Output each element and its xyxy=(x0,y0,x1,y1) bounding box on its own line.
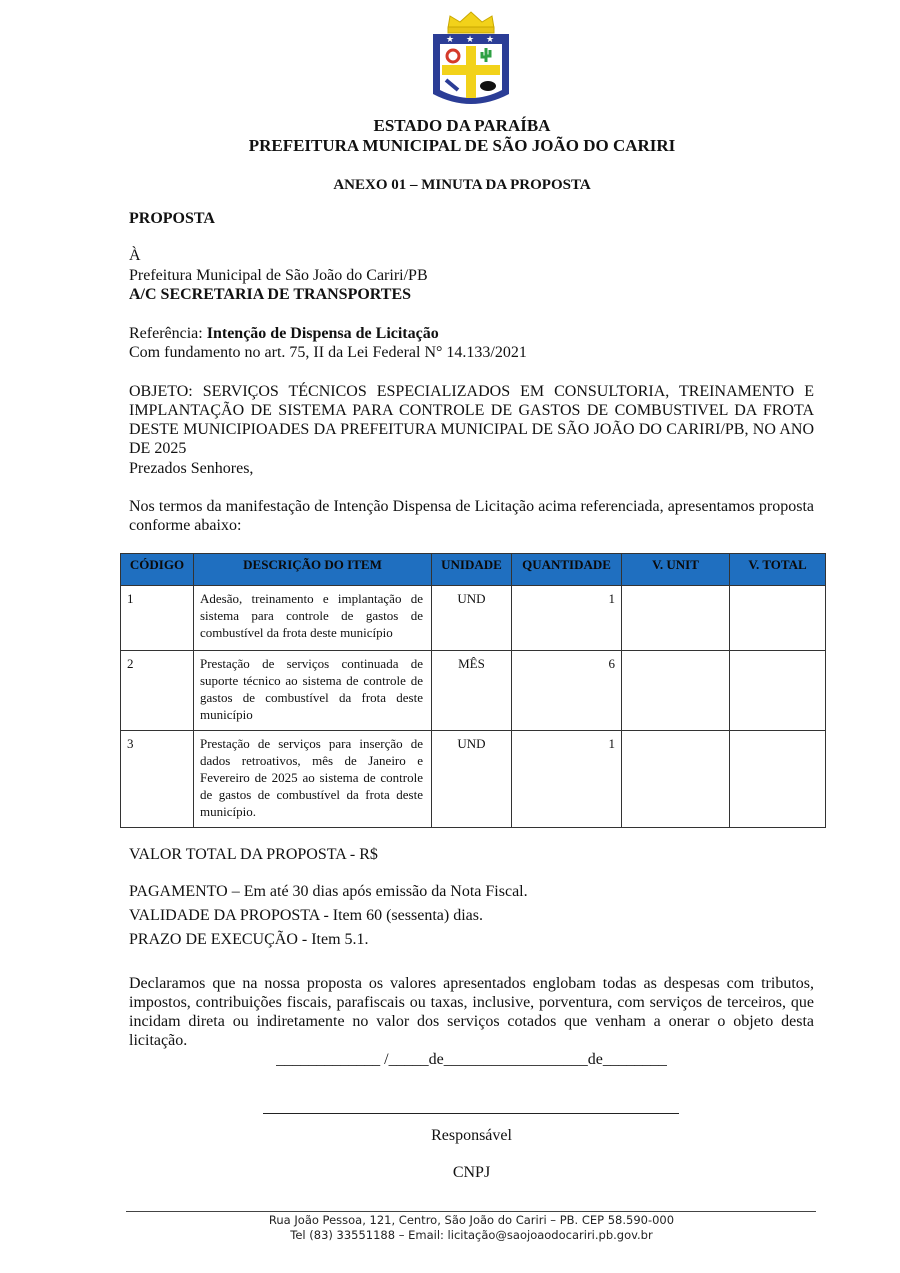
cell-unit: UND xyxy=(432,731,512,828)
cell-vtotal[interactable] xyxy=(730,731,826,828)
deadline-line: PRAZO DE EXECUÇÃO - Item 5.1. xyxy=(129,931,369,948)
cell-qty: 1 xyxy=(512,586,622,651)
recipient-to: À xyxy=(129,247,141,264)
svg-text:★: ★ xyxy=(446,35,455,45)
col-header-desc: DESCRIÇÃO DO ITEM xyxy=(194,554,432,586)
cell-unit: UND xyxy=(432,586,512,651)
reference-line xyxy=(129,325,439,343)
footer-address: Rua João Pessoa, 121, Centro, São João do Cariri – PB. CEP 58.590-000 xyxy=(268,1213,675,1227)
cell-code: 1 xyxy=(121,586,194,651)
signature-line xyxy=(263,1113,679,1114)
coat-of-arms-icon xyxy=(428,10,514,114)
intro-text: Nos termos da manifestação de Intenção Dispensa de Licitação acima referenciada, apresentamos proposta conforme abaixo: xyxy=(129,498,814,534)
col-header-vtotal: V. TOTAL xyxy=(730,554,826,586)
col-header-qty: QUANTIDADE xyxy=(512,554,622,586)
items-table xyxy=(120,553,826,828)
svg-text:★: ★ xyxy=(486,35,495,45)
greeting: Prezados Senhores, xyxy=(129,460,254,477)
validity-line: VALIDADE DA PROPOSTA - Item 60 (sessenta) dias. xyxy=(129,907,483,924)
reference-label: Referência: xyxy=(129,325,207,342)
state-title: ESTADO DA PARAÍBA xyxy=(373,116,551,135)
col-header-unit: UNIDADE xyxy=(432,554,512,586)
cell-vunit[interactable] xyxy=(622,651,730,731)
recipient-org: Prefeitura Municipal de São João do Cariri/PB xyxy=(129,267,428,284)
date-line: _____________ /_____de__________________de________ xyxy=(276,1051,667,1068)
signature-role: Responsável xyxy=(431,1127,512,1144)
footer-divider xyxy=(126,1211,816,1212)
proposta-label: PROPOSTA xyxy=(129,210,215,227)
cell-unit: MÊS xyxy=(432,651,512,731)
reference-basis: Com fundamento no art. 75, II da Lei Federal N° 14.133/2021 xyxy=(129,344,527,361)
recipient-attn: A/C SECRETARIA DE TRANSPORTES xyxy=(129,286,412,303)
footer-contact: Tel (83) 33551188 – Email: licitação@saojoaodocariri.pb.gov.br xyxy=(290,1228,653,1242)
cell-desc: Adesão, treinamento e implantação de sistema para controle de gastos de combustível da frota deste município xyxy=(194,586,432,651)
annex-title: ANEXO 01 – MINUTA DA PROPOSTA xyxy=(333,177,591,193)
col-header-vunit: V. UNIT xyxy=(622,554,730,586)
table-row xyxy=(121,586,826,651)
cell-qty: 6 xyxy=(512,651,622,731)
cell-desc: Prestação de serviços para inserção de dados retroativos, mês de Janeiro e Fevereiro de 2025 ao sistema de controle de gastos de combustível da frota deste município. xyxy=(194,731,432,828)
cell-qty: 1 xyxy=(512,731,622,828)
reference-value: Intenção de Dispensa de Licitação xyxy=(206,325,439,342)
cell-vtotal[interactable] xyxy=(730,586,826,651)
table-row xyxy=(121,731,826,828)
prefeitura-title: PREFEITURA MUNICIPAL DE SÃO JOÃO DO CARIRI xyxy=(248,136,676,155)
table-row xyxy=(121,651,826,731)
cell-vunit[interactable] xyxy=(622,731,730,828)
declaration-text: Declaramos que na nossa proposta os valores apresentados englobam todas as despesas com tributos, impostos, contribuições fiscais, parafiscais ou taxas, inclusive, porventura, com serviços de terceiros, que incidam direta ou indiretamente no valor dos serviços cotados que venham a onerar o objeto desta licitação. xyxy=(129,975,814,1049)
total-value-line: VALOR TOTAL DA PROPOSTA - R$ xyxy=(129,846,378,863)
cell-desc: Prestação de serviços continuada de suporte técnico ao sistema de controle de gastos de combustível da frota deste município xyxy=(194,651,432,731)
cell-code: 2 xyxy=(121,651,194,731)
signature-cnpj: CNPJ xyxy=(452,1164,491,1181)
cell-vunit[interactable] xyxy=(622,586,730,651)
payment-line: PAGAMENTO – Em até 30 dias após emissão da Nota Fiscal. xyxy=(129,883,528,900)
col-header-code: CÓDIGO xyxy=(121,554,194,586)
cell-code: 3 xyxy=(121,731,194,828)
cell-vtotal[interactable] xyxy=(730,651,826,731)
object-text: OBJETO: SERVIÇOS TÉCNICOS ESPECIALIZADOS EM CONSULTORIA, TREINAMENTO E IMPLANTAÇÃO DE SISTEMA PARA CONTROLE DE GASTOS DE COMBUSTIVEL DA FROTA DESTE MUNICIPIOADES DA PREFEITURA MUNICIPAL DE SÃO JOÃO DO CARIRI/PB, NO ANO DE 2025 xyxy=(129,383,814,457)
table-header-row xyxy=(121,554,826,586)
svg-text:★: ★ xyxy=(466,35,475,45)
